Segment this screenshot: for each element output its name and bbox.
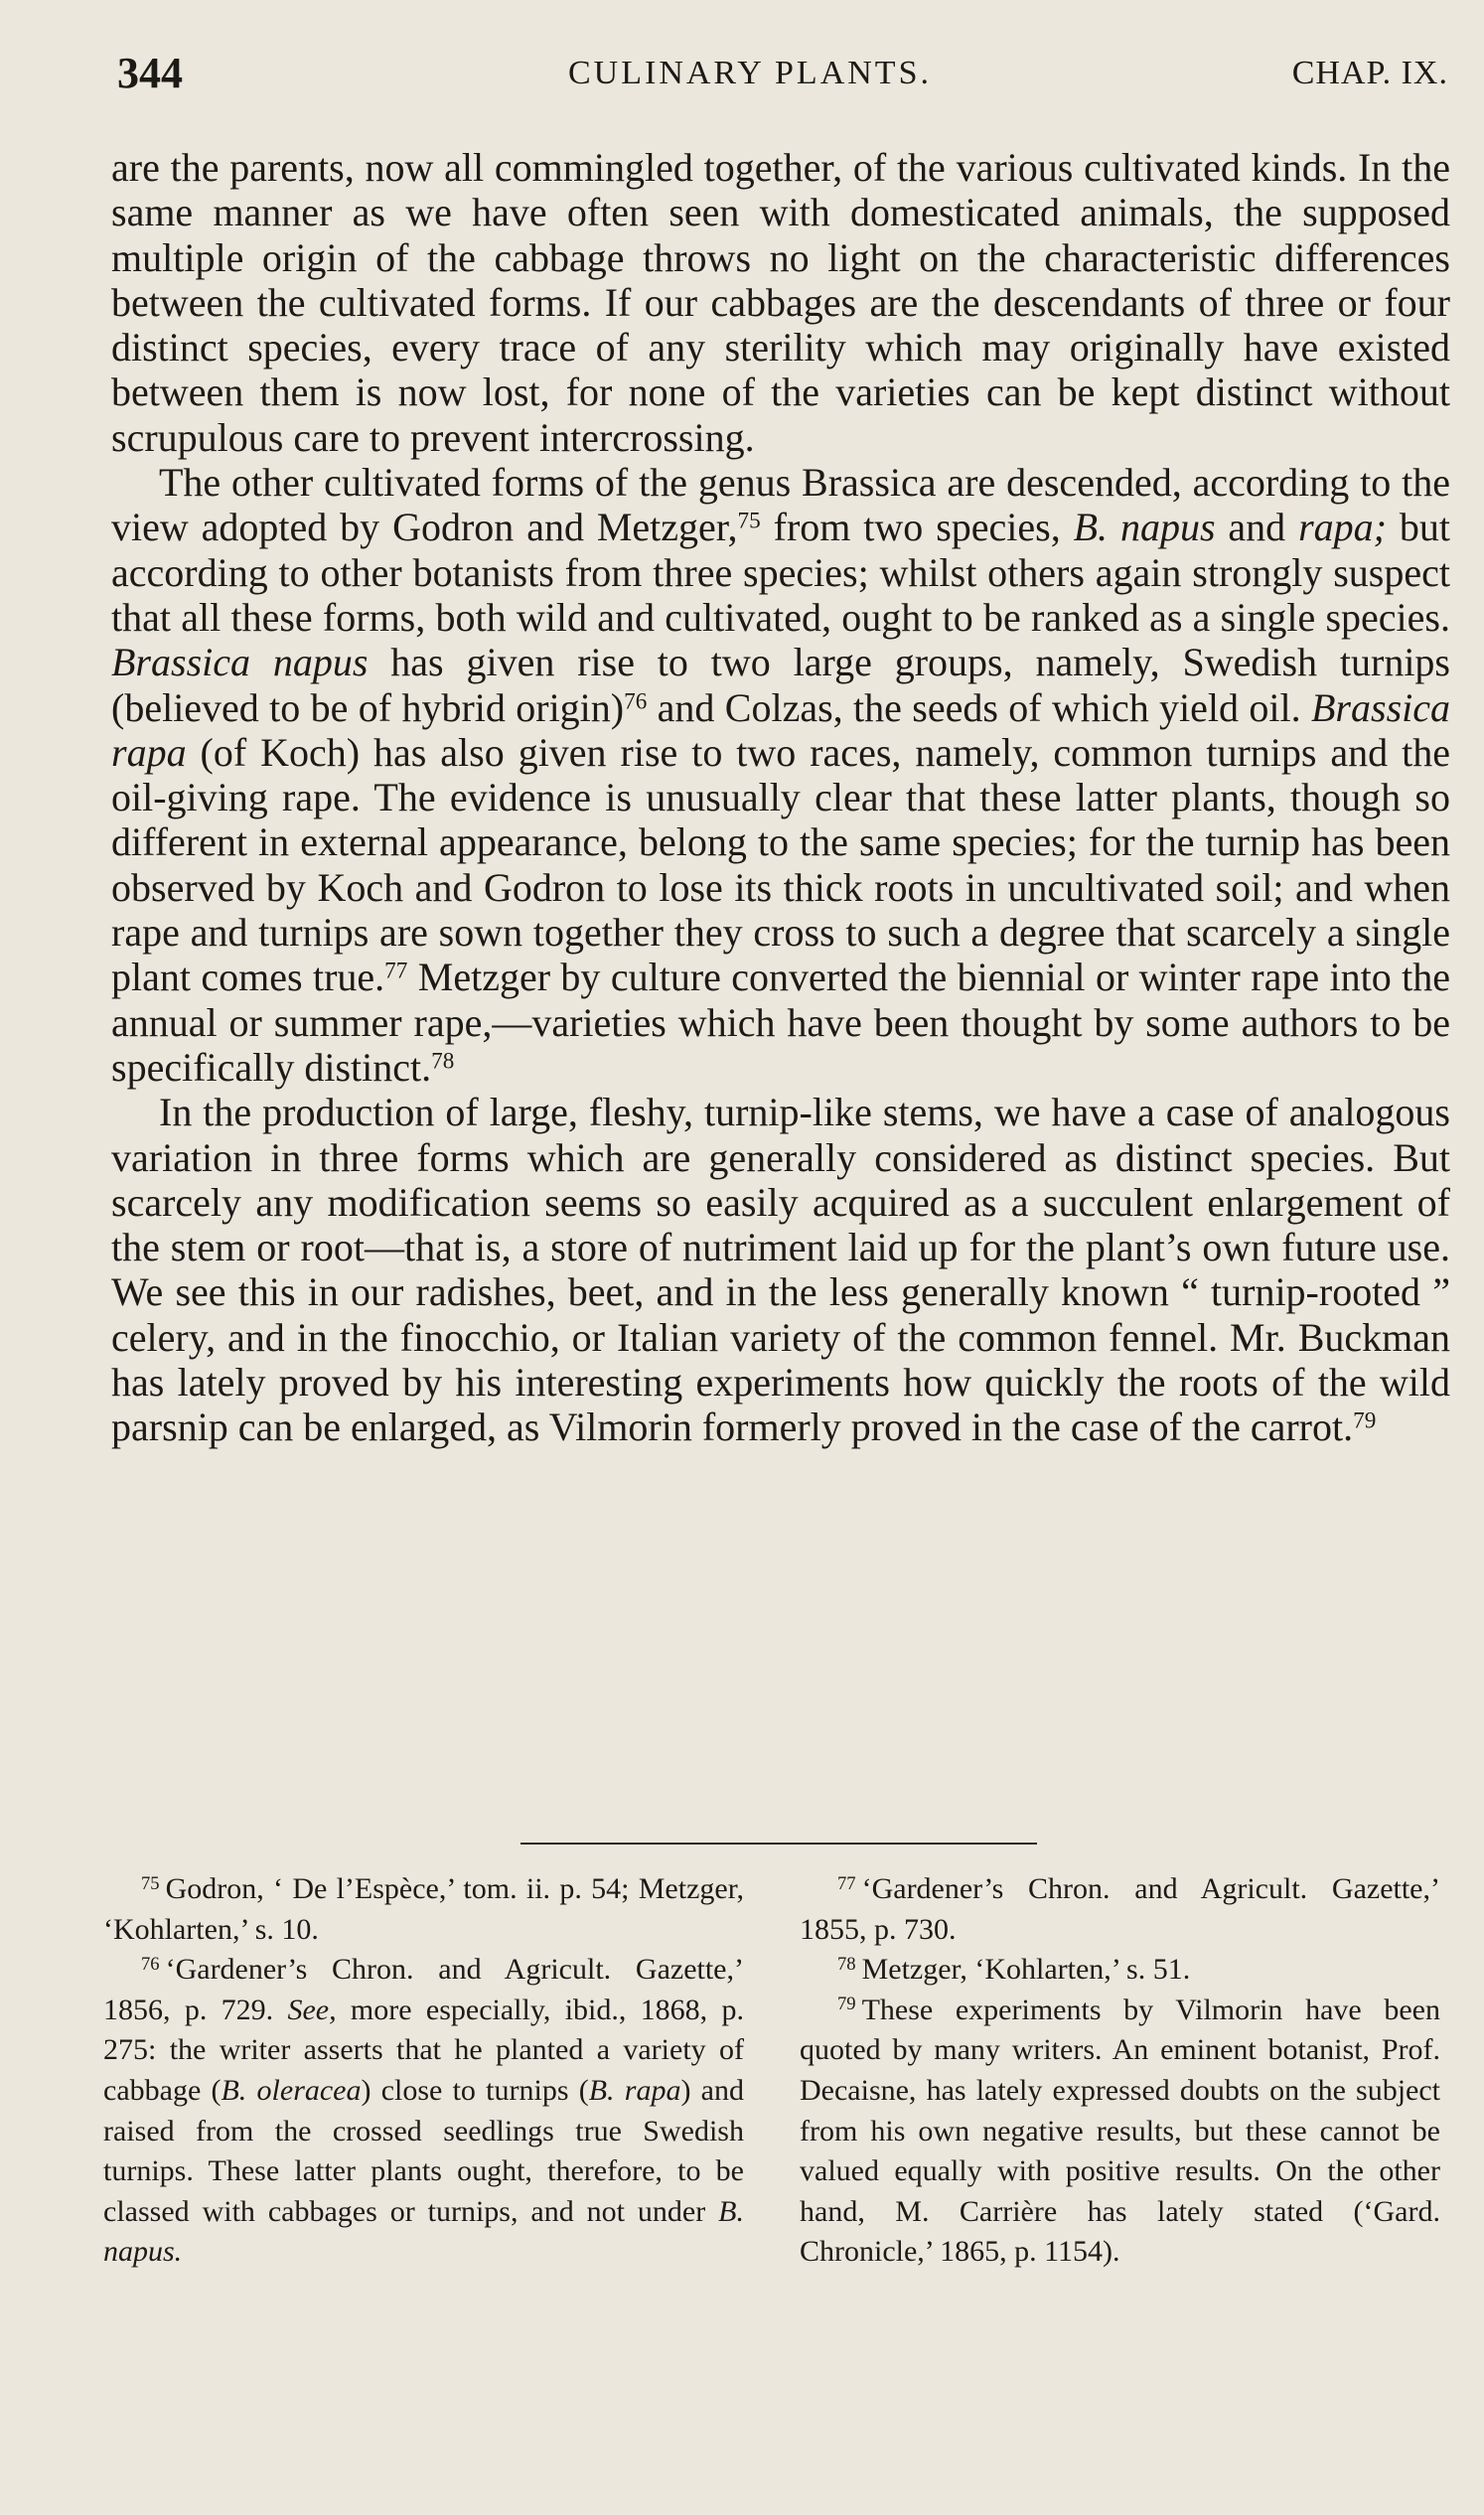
footnote-text: ) close to turnips ( <box>361 2073 589 2107</box>
text-run: but according to other botanists from three species; whilst others again strongly suspect that all these forms, both wild and cultivated, ought to be ranked as a single species. <box>111 505 1451 640</box>
chapter-label: CHAP. IX. <box>1291 55 1448 91</box>
footnote-ref-79: 79 <box>1353 1407 1377 1434</box>
footnote-divider <box>520 1843 1037 1845</box>
text-run: from two species, <box>760 505 1074 550</box>
footnote-number: 79 <box>837 1994 856 2015</box>
footnote-ref-75: 75 <box>737 508 761 534</box>
italic-species: Brassica napus <box>111 640 369 685</box>
main-text <box>111 145 1450 1450</box>
paragraph-2 <box>111 460 1450 1090</box>
footnote-text: These experiments by Vilmorin have been quoted by many writers. An eminent botanist, Prof. Decaisne, has lately expressed doubts on the subject from his own negative results, but these cannot be valued equally with positive results. On the other hand, M. Carrière has lately stated (‘Gard. Chronicle,’ 1865, p. 1154). <box>800 1993 1440 2269</box>
text-run: has given rise to two large groups, namely, Swedish turnips (believed to be of hybrid origin) <box>111 640 1450 730</box>
footnote-ref-76: 76 <box>624 687 648 714</box>
footnote-number: 77 <box>837 1872 856 1894</box>
footnote-78 <box>800 1950 1440 1991</box>
italic-species: rapa; <box>1298 505 1387 550</box>
footnote-text: Metzger, ‘Kohlarten,’ s. 51. <box>861 1953 1191 1987</box>
text-run: (of Koch) has also given rise to two races, namely, common turnips and the oil-giving rape. The evidence is unusually clear that these latter plants, though so different in external appearance, belong to the same species; for the turnip has been observed by Koch and Godron to lose its thick roots in uncultivated soil; and when rape and turnips are sown together they cross to such a degree that scarcely a single plant comes true. <box>111 729 1450 1000</box>
footnote-79 <box>800 1991 1440 2273</box>
italic-species: Brassica rapa <box>111 684 1450 775</box>
text-run: In the production of large, fleshy, turnip-like stems, we have a case of analogous variation in three forms which are generally considered as distinct species. But scarcely any modification seems so easily acquired as a succulent enlargement of the stem or root—that is, a store of nutriment laid up for the plant’s own future use. We see this in our radishes, beet, and in the less generally known “ turnip-rooted ” celery, and in the finocchio, or Italian variety of the common fennel. Mr. Buckman has lately proved by his interesting experiments how quickly the roots of the wild parsnip can be enlarged, as Vilmorin formerly proved in the case of the carrot. <box>111 1090 1450 1450</box>
footnote-text: ‘Gardener’s Chron. and Agricult. Gazette,’ 1855, p. 730. <box>800 1872 1440 1946</box>
text-run: Metzger by culture converted the biennial or winter rape into the annual or summer rape,—varieties which have been thought by some authors to be specifically distinct. <box>111 955 1450 1090</box>
footnote-number: 76 <box>141 1953 160 1975</box>
running-header <box>117 44 1448 103</box>
text-run: and <box>1215 505 1299 550</box>
paragraph-1: are the parents, now all commingled together, of the various cultivated kinds. In the same manner as we have often seen with domesticated animals, the supposed multiple origin of the cabbage throws no light on the characteristic differences between the cultivated forms. If our cabbages are the descendants of three or four distinct species, every trace of any sterility which may originally have existed between them is now lost, for none of the varieties can be kept distinct without scrupulous care to prevent intercrossing. <box>111 145 1450 460</box>
footnote-text: more especially, ibid., 1868, p. 275: the writer asserts that he planted a variety of cabbage ( <box>103 1993 745 2107</box>
footnote-ref-77: 77 <box>384 958 408 984</box>
footnote-76 <box>103 1950 744 2273</box>
italic-text: See, <box>287 1993 337 2026</box>
text-run: and Colzas, the seeds of which yield oil. <box>647 684 1311 730</box>
page-number: 344 <box>117 49 183 97</box>
footnote-75 <box>103 1869 744 1950</box>
footnote-text: Godron, ‘ De l’Espèce,’ tom. ii. p. 54; Metzger, ‘Kohlarten,’ s. 10. <box>103 1872 744 1946</box>
footnote-number: 78 <box>837 1953 856 1975</box>
paragraph-3 <box>111 1090 1450 1449</box>
running-title: CULINARY PLANTS. <box>568 55 932 91</box>
footnote-number: 75 <box>141 1872 160 1894</box>
footnote-ref-78: 78 <box>431 1048 455 1075</box>
footnote-text: ‘Gardener’s Chron. and Agricult. Gazette,’ 1856, p. 729. <box>103 1953 744 2026</box>
text-run: The other cultivated forms of the genus Brassica are descended, according to the view adopted by Godron and Metzger, <box>111 460 1450 550</box>
footnotes-right-column <box>800 1869 1440 2273</box>
italic-species: B. napus <box>1073 505 1216 550</box>
footnote-text: ) and raised from the crossed seedlings true Swedish turnips. These latter plants ought, therefore, to be classed with cabbages or turnips, and not under <box>103 2073 744 2228</box>
footnotes-left-column <box>103 1869 744 2273</box>
italic-species: B. oleracea <box>221 2073 362 2107</box>
footnote-77 <box>800 1869 1440 1950</box>
italic-species: B. rapa <box>588 2073 681 2107</box>
italic-species: B. napus. <box>103 2194 744 2269</box>
